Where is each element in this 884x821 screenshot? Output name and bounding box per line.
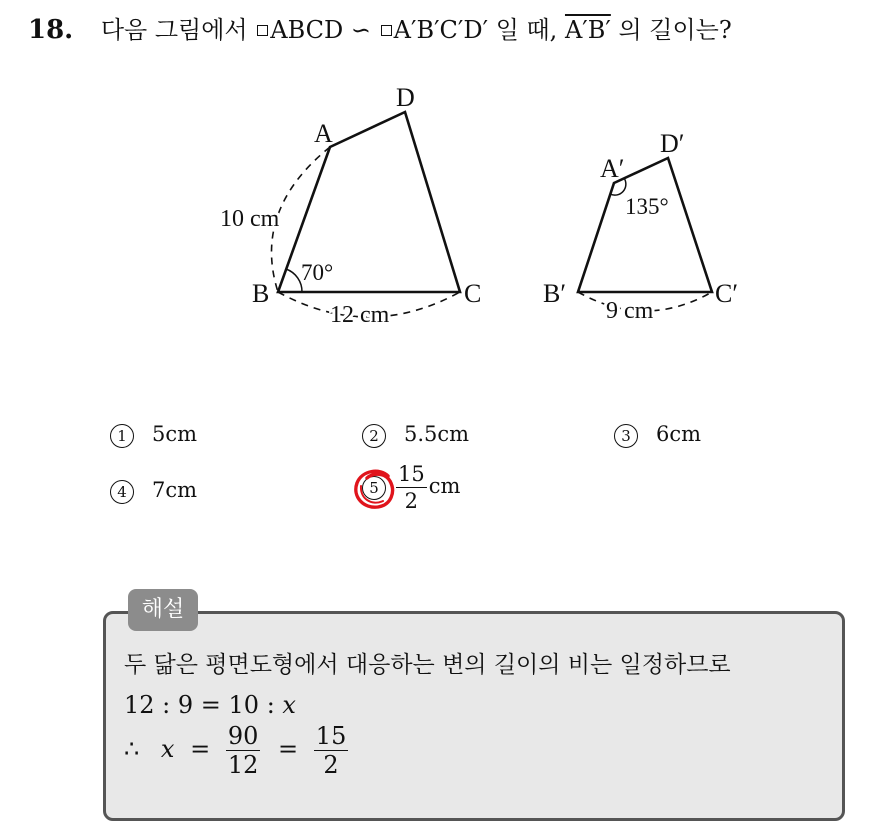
choice-number: 2 [362, 424, 386, 448]
angle-a-prime-value: 135° [625, 194, 669, 219]
solution-line-2 [124, 690, 296, 720]
choice-fraction [396, 461, 427, 514]
equals-sign: = [278, 735, 299, 763]
label-a: A [314, 119, 333, 148]
variable-x: x [282, 691, 296, 719]
proportion: 12 : 9 = 10 : [124, 691, 283, 719]
solution-line-3 [124, 722, 350, 779]
choice-text: 7cm [152, 478, 198, 502]
choice-unit: cm [428, 474, 461, 498]
choice-4[interactable] [110, 476, 197, 504]
similar-symbol: ∽ [350, 16, 372, 44]
fraction-denominator: 12 [227, 751, 259, 779]
label-d-prime: D′ [660, 129, 685, 158]
solution-line-1: 두 닮은 평면도형에서 대응하는 변의 길이의 비는 일정하므로 [124, 652, 731, 678]
selected-answer-mark-icon [352, 466, 398, 512]
choice-3[interactable] [614, 420, 701, 448]
label-b-prime: B′ [543, 279, 567, 308]
choice-number: 5 [362, 476, 386, 500]
solution-tag: 해설 [128, 589, 198, 631]
fraction-numerator: 15 [398, 462, 425, 486]
choice-2[interactable] [362, 420, 469, 448]
label-b: B [252, 279, 270, 308]
choice-text: 6cm [656, 422, 702, 446]
therefore-symbol: ∴ [124, 735, 140, 763]
equals-sign: = [190, 735, 211, 763]
fraction-numerator: 90 [227, 722, 259, 750]
side-bc-length: 12 cm [330, 302, 390, 328]
angle-b-value: 70° [301, 260, 334, 285]
quad-prime: A′B′C′D′ [393, 16, 489, 44]
quad-abcd: ABCD [270, 16, 344, 44]
choice-text: 5.5cm [404, 422, 470, 446]
similar-quadrilaterals-figure [0, 0, 884, 400]
choice-number: 1 [110, 424, 134, 448]
choice-text: 5cm [152, 422, 198, 446]
label-a-prime: A′ [600, 154, 625, 183]
label-c: C [464, 279, 482, 308]
fraction-15-2 [314, 722, 349, 779]
question-mid: 일 때, [495, 16, 558, 44]
label-c-prime: C′ [715, 279, 739, 308]
variable-x: x [160, 735, 175, 763]
side-ab-length: 10 cm [220, 206, 280, 232]
angle-b-arc [286, 269, 302, 292]
fraction-90-12 [226, 722, 261, 779]
label-d: D [396, 83, 415, 112]
choice-number: 4 [110, 480, 134, 504]
fraction-denominator: 2 [404, 489, 419, 513]
question-number: 18. [28, 15, 74, 45]
fraction-numerator: 15 [315, 722, 347, 750]
side-bc-prime-length: 9 cm [606, 298, 654, 324]
choice-number: 3 [614, 424, 638, 448]
quad-prime-shape [578, 158, 712, 292]
question-lead: 다음 그림에서 [100, 16, 248, 44]
question-tail: 의 길이는? [618, 16, 732, 44]
fraction-denominator: 2 [323, 751, 339, 779]
segment-a-b-prime: A′B′ [564, 16, 611, 44]
choice-1[interactable] [110, 420, 197, 448]
